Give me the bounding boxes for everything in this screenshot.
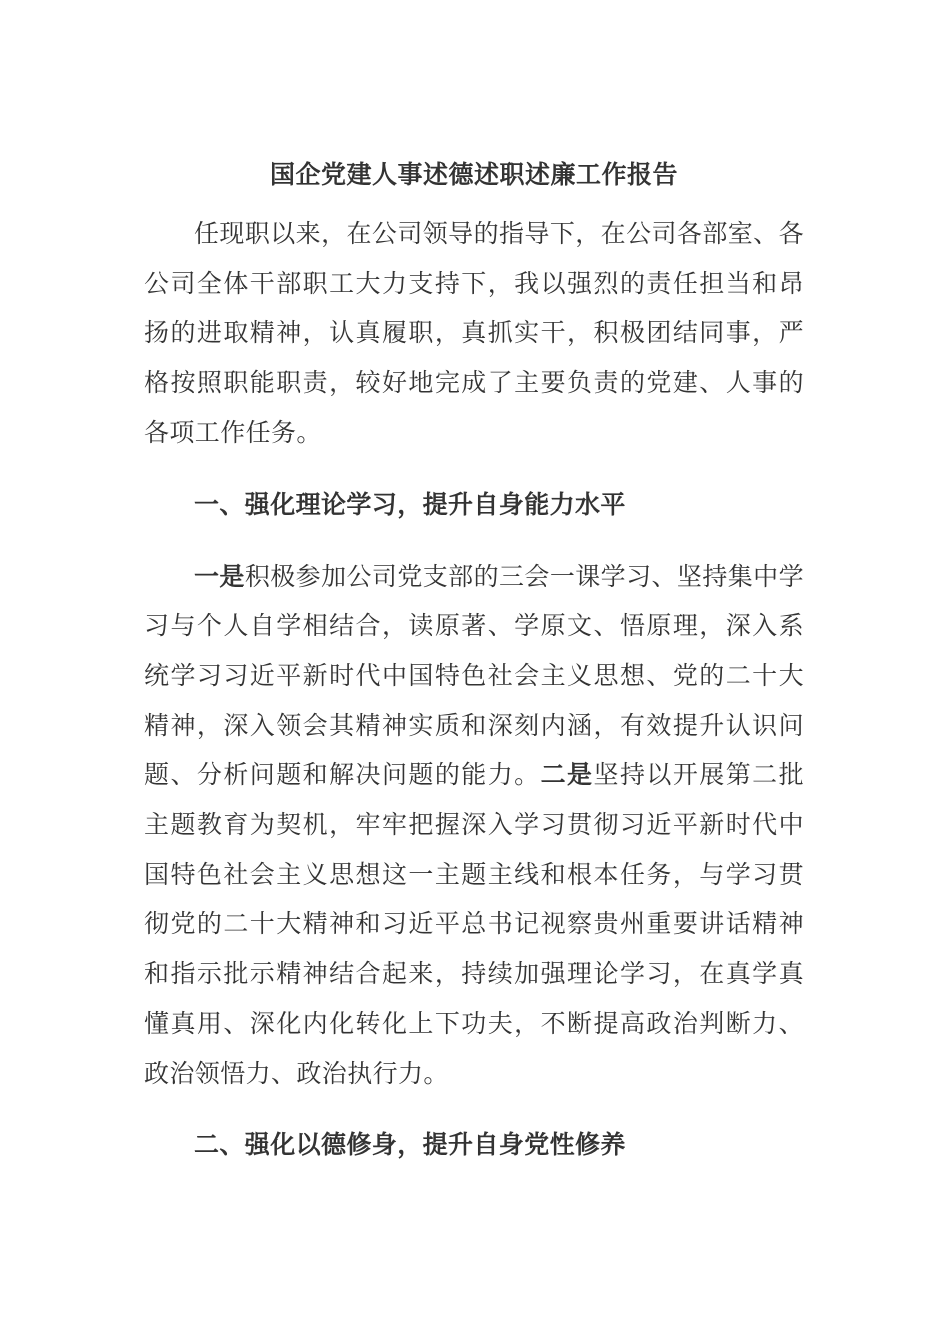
document-body [144,150,804,1170]
section-1-heading: 一、强化理论学习，提升自身能力水平 [194,489,626,519]
intro-paragraph: 任现职以来，在公司领导的指导下，在公司各部室、各公司全体干部职工大力支持下，我以强烈的责任担当和昂扬的进取精神，认真履职，真抓实干，积极团结同事，严格按照职能职责，较好地完成了主要负责的党建、人事的各项工作任务。 [144,219,804,447]
point-2-text: 坚持以开展第二批主题教育为契机，牢牢把握深入学习贯彻习近平新时代中国特色社会主义思想这一主题主线和根本任务，与学习贯彻党的二十大精神和习近平总书记视察贵州重要讲话精神和指示批示精神结合起来，持续加强理论学习，在真学真懂真用、深化内化转化上下功夫，不断提高政治判断力、政治领悟力、政治执行力。 [144,760,804,1088]
document-title: 国企党建人事述德述职述廉工作报告 [269,160,678,189]
section-2-heading: 二、强化以德修身，提升自身党性修养 [194,1130,626,1160]
point-1-text: 积极参加公司党支部的三会一课学习、坚持集中学习与个人自学相结合，读原著、学原文、悟原理，深入系统学习习近平新时代中国特色社会主义思想、党的二十大精神，深入领会其精神实质和深刻内涵，有效提升认识问题、分析问题和解决问题的能力。 [144,561,804,790]
point-1-lead: 一是 [194,561,245,591]
point-2-lead: 二是 [540,760,594,790]
section-1-paragraph [144,552,804,1099]
